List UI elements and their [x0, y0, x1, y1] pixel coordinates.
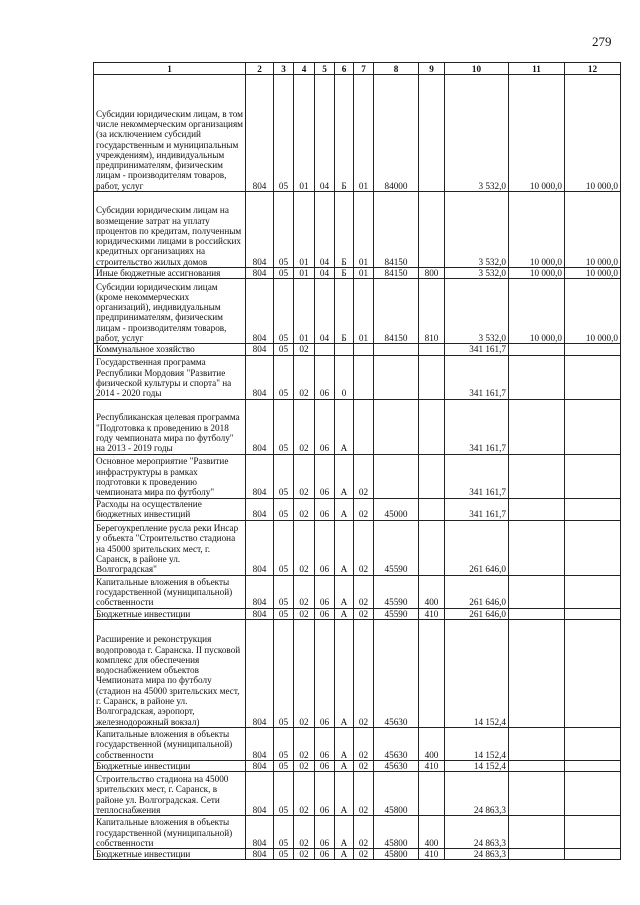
code-direction: 45590: [374, 608, 419, 619]
code-section: 05: [274, 849, 294, 860]
code-subprogram: [335, 344, 354, 355]
amount-2016: 10 000,0: [565, 192, 621, 268]
code-measure: 02: [354, 619, 374, 727]
code-program: 06: [315, 608, 335, 619]
code-subsection: 01: [294, 268, 315, 279]
code-measure: 01: [354, 192, 374, 268]
code-subsection: 02: [294, 849, 315, 860]
code-measure: 02: [354, 608, 374, 619]
code-section: 05: [274, 619, 294, 727]
code-expense-type: 800: [419, 268, 445, 279]
code-direction: 45800: [374, 816, 419, 849]
code-program: 06: [315, 399, 335, 454]
code-measure: 01: [354, 75, 374, 192]
amount-2015: [509, 619, 565, 727]
code-expense-type: [419, 399, 445, 454]
code-direction: 84150: [374, 192, 419, 268]
row-name: Субсидии юридическим лицам, в том числе некоммерческим организациям (за исключением субсидий государственным и муниципальным учреждениям), индивидуальным предпринимателям, физическим лицам - производителям товаров, работ, услуг: [94, 75, 246, 192]
code-measure: 02: [354, 727, 374, 760]
table-row: [94, 498, 621, 520]
amount-2014: 341 161,7: [445, 498, 509, 520]
code-subsection: 01: [294, 279, 315, 344]
amount-2015: [509, 498, 565, 520]
amount-2015: [509, 608, 565, 619]
code-direction: 45630: [374, 619, 419, 727]
code-program: 06: [315, 520, 335, 575]
table-body: [94, 75, 621, 860]
amount-2014: 341 161,7: [445, 454, 509, 498]
code-subsection: 02: [294, 772, 315, 816]
amount-2014: 261 646,0: [445, 520, 509, 575]
code-measure: 02: [354, 575, 374, 608]
code-measure: 02: [354, 520, 374, 575]
amount-2014: 3 532,0: [445, 192, 509, 268]
table-row: [94, 268, 621, 279]
code-ministry: 804: [246, 344, 274, 355]
code-program: 06: [315, 498, 335, 520]
code-program: 06: [315, 772, 335, 816]
col-header: 12: [565, 63, 621, 75]
code-expense-type: [419, 75, 445, 192]
code-ministry: 804: [246, 849, 274, 860]
code-program: [315, 344, 335, 355]
amount-2014: 341 161,7: [445, 344, 509, 355]
code-program: 06: [315, 760, 335, 771]
code-measure: 02: [354, 760, 374, 771]
code-measure: 02: [354, 849, 374, 860]
code-subprogram: А: [335, 520, 354, 575]
amount-2016: [565, 399, 621, 454]
code-expense-type: 400: [419, 727, 445, 760]
code-measure: 01: [354, 279, 374, 344]
code-subsection: 02: [294, 454, 315, 498]
amount-2014: 24 863,3: [445, 816, 509, 849]
amount-2016: [565, 344, 621, 355]
code-ministry: 804: [246, 520, 274, 575]
amount-2016: 10 000,0: [565, 279, 621, 344]
table-row: [94, 355, 621, 399]
amount-2016: [565, 498, 621, 520]
code-measure: 02: [354, 454, 374, 498]
col-header: 6: [335, 63, 354, 75]
amount-2015: [509, 816, 565, 849]
code-subprogram: Б: [335, 279, 354, 344]
col-header: 8: [374, 63, 419, 75]
row-name: Бюджетные инвестиции: [94, 760, 246, 771]
amount-2014: 3 532,0: [445, 75, 509, 192]
table-row: [94, 760, 621, 771]
code-section: 05: [274, 498, 294, 520]
col-header: 4: [294, 63, 315, 75]
amount-2015: [509, 772, 565, 816]
row-name: Субсидии юридическим лицам на возмещение затрат на уплату процентов по кредитам, полученным юридическими лицами в российских кредитных организациях на строительство жилых домов: [94, 192, 246, 268]
code-direction: 84000: [374, 75, 419, 192]
table-row: [94, 399, 621, 454]
col-header: 1: [94, 63, 246, 75]
header-row: [94, 63, 621, 75]
code-subsection: 02: [294, 399, 315, 454]
code-direction: 84150: [374, 268, 419, 279]
amount-2015: [509, 355, 565, 399]
code-direction: [374, 399, 419, 454]
code-subsection: 02: [294, 760, 315, 771]
amount-2015: 10 000,0: [509, 75, 565, 192]
code-subprogram: А: [335, 727, 354, 760]
code-measure: 01: [354, 268, 374, 279]
table-row: [94, 608, 621, 619]
code-section: 05: [274, 268, 294, 279]
code-expense-type: 410: [419, 849, 445, 860]
code-measure: 02: [354, 816, 374, 849]
code-direction: [374, 344, 419, 355]
row-name: Капитальные вложения в объекты государственной (муниципальной) собственности: [94, 575, 246, 608]
code-program: 06: [315, 816, 335, 849]
code-expense-type: [419, 520, 445, 575]
code-program: 06: [315, 454, 335, 498]
col-header: 7: [354, 63, 374, 75]
code-subsection: 02: [294, 498, 315, 520]
code-subprogram: А: [335, 454, 354, 498]
row-name: Расширение и реконструкция водопровода г. Саранска. II пусковой комплекс для обеспечения водоснабжением объектов Чемпионата мира по футболу (стадион на 45000 зрительских мест, г. Саранск, в районе ул. Волгоградская, аэропорт, железнодорожный вокзал): [94, 619, 246, 727]
code-program: 06: [315, 575, 335, 608]
code-section: 05: [274, 760, 294, 771]
code-subprogram: Б: [335, 268, 354, 279]
amount-2014: 3 532,0: [445, 268, 509, 279]
amount-2016: [565, 772, 621, 816]
amount-2014: 24 863,3: [445, 772, 509, 816]
code-subprogram: А: [335, 849, 354, 860]
code-section: 05: [274, 575, 294, 608]
code-direction: 45800: [374, 772, 419, 816]
code-subsection: 02: [294, 520, 315, 575]
row-name: Капитальные вложения в объекты государственной (муниципальной) собственности: [94, 816, 246, 849]
code-direction: 45590: [374, 520, 419, 575]
amount-2015: [509, 575, 565, 608]
page-number: 279: [592, 34, 612, 49]
code-expense-type: [419, 498, 445, 520]
code-expense-type: [419, 454, 445, 498]
code-subsection: 02: [294, 816, 315, 849]
code-expense-type: 410: [419, 760, 445, 771]
code-ministry: 804: [246, 268, 274, 279]
row-name: Субсидии юридическим лицам (кроме некоммерческих организаций), индивидуальным предпринимателям, физическим лицам - производителям товаров, работ, услуг: [94, 279, 246, 344]
code-measure: 02: [354, 772, 374, 816]
code-section: 05: [274, 608, 294, 619]
code-ministry: 804: [246, 760, 274, 771]
code-subsection: 02: [294, 727, 315, 760]
amount-2014: 341 161,7: [445, 399, 509, 454]
table-row: [94, 772, 621, 816]
code-program: 04: [315, 192, 335, 268]
code-program: 06: [315, 849, 335, 860]
code-subsection: 02: [294, 355, 315, 399]
amount-2014: 14 152,4: [445, 760, 509, 771]
table-row: [94, 192, 621, 268]
amount-2014: 14 152,4: [445, 727, 509, 760]
amount-2016: [565, 849, 621, 860]
code-ministry: 804: [246, 816, 274, 849]
code-subprogram: 0: [335, 355, 354, 399]
amount-2015: [509, 344, 565, 355]
amount-2016: [565, 355, 621, 399]
code-section: 05: [274, 520, 294, 575]
code-program: 06: [315, 619, 335, 727]
amount-2014: 24 863,3: [445, 849, 509, 860]
code-program: 06: [315, 727, 335, 760]
code-program: 04: [315, 75, 335, 192]
code-subprogram: Б: [335, 75, 354, 192]
code-direction: [374, 355, 419, 399]
amount-2016: [565, 816, 621, 849]
row-name: Бюджетные инвестиции: [94, 849, 246, 860]
code-subprogram: А: [335, 575, 354, 608]
code-section: 05: [274, 192, 294, 268]
code-subprogram: А: [335, 498, 354, 520]
amount-2015: 10 000,0: [509, 192, 565, 268]
code-subsection: 02: [294, 608, 315, 619]
budget-table: [93, 62, 621, 860]
code-section: 05: [274, 75, 294, 192]
amount-2016: 10 000,0: [565, 75, 621, 192]
row-name: Бюджетные инвестиции: [94, 608, 246, 619]
table-row: [94, 75, 621, 192]
row-name: Республиканская целевая программа "Подготовка к проведению в 2018 году чемпионата мира по футболу" на 2013 - 2019 годы: [94, 399, 246, 454]
code-subprogram: А: [335, 760, 354, 771]
code-section: 05: [274, 399, 294, 454]
code-subprogram: А: [335, 816, 354, 849]
code-expense-type: [419, 619, 445, 727]
amount-2016: [565, 520, 621, 575]
code-subsection: 01: [294, 192, 315, 268]
code-program: 06: [315, 355, 335, 399]
code-expense-type: [419, 344, 445, 355]
col-header: 3: [274, 63, 294, 75]
col-header: 11: [509, 63, 565, 75]
amount-2015: 10 000,0: [509, 268, 565, 279]
row-name: Расходы на осуществление бюджетных инвестиций: [94, 498, 246, 520]
amount-2016: [565, 760, 621, 771]
amount-2016: 10 000,0: [565, 268, 621, 279]
code-ministry: 804: [246, 355, 274, 399]
amount-2016: [565, 575, 621, 608]
code-measure: [354, 344, 374, 355]
amount-2014: 341 161,7: [445, 355, 509, 399]
table-row: [94, 344, 621, 355]
amount-2015: [509, 399, 565, 454]
code-measure: 02: [354, 498, 374, 520]
amount-2015: [509, 849, 565, 860]
code-direction: 45800: [374, 849, 419, 860]
code-expense-type: [419, 192, 445, 268]
table-row: [94, 619, 621, 727]
code-expense-type: 400: [419, 575, 445, 608]
code-expense-type: 400: [419, 816, 445, 849]
code-expense-type: [419, 355, 445, 399]
code-subprogram: Б: [335, 192, 354, 268]
amount-2015: [509, 454, 565, 498]
table-row: [94, 727, 621, 760]
code-direction: 45630: [374, 760, 419, 771]
code-subprogram: А: [335, 772, 354, 816]
code-subprogram: А: [335, 399, 354, 454]
code-direction: 84150: [374, 279, 419, 344]
code-direction: 45630: [374, 727, 419, 760]
code-expense-type: 810: [419, 279, 445, 344]
code-ministry: 804: [246, 498, 274, 520]
amount-2014: 14 152,4: [445, 619, 509, 727]
amount-2015: [509, 727, 565, 760]
code-ministry: 804: [246, 608, 274, 619]
table-row: [94, 575, 621, 608]
amount-2014: 261 646,0: [445, 575, 509, 608]
table-row: [94, 849, 621, 860]
code-subprogram: А: [335, 608, 354, 619]
row-name: Берегоукрепление русла реки Инсар у объекта "Строительство стадиона на 45000 зрительских мест, г. Саранск, в районе ул. Волгоградская": [94, 520, 246, 575]
code-direction: 45000: [374, 498, 419, 520]
code-section: 05: [274, 727, 294, 760]
row-name: Строительство стадиона на 45000 зрительских мест, г. Саранск, в районе ул. Волгоградская. Сети теплоснабжения: [94, 772, 246, 816]
code-program: 04: [315, 268, 335, 279]
code-section: 05: [274, 772, 294, 816]
code-section: 05: [274, 816, 294, 849]
amount-2015: [509, 520, 565, 575]
table-row: [94, 454, 621, 498]
code-section: 05: [274, 279, 294, 344]
code-ministry: 804: [246, 454, 274, 498]
code-direction: 45590: [374, 575, 419, 608]
amount-2016: [565, 454, 621, 498]
code-ministry: 804: [246, 399, 274, 454]
amount-2015: [509, 760, 565, 771]
amount-2016: [565, 727, 621, 760]
code-measure: [354, 355, 374, 399]
code-section: 05: [274, 355, 294, 399]
row-name: Коммунальное хозяйство: [94, 344, 246, 355]
code-ministry: 804: [246, 279, 274, 344]
code-program: 04: [315, 279, 335, 344]
col-header: 10: [445, 63, 509, 75]
code-subsection: 02: [294, 344, 315, 355]
col-header: 2: [246, 63, 274, 75]
col-header: 9: [419, 63, 445, 75]
amount-2014: 261 646,0: [445, 608, 509, 619]
code-subsection: 02: [294, 619, 315, 727]
code-measure: [354, 399, 374, 454]
table-row: [94, 520, 621, 575]
table-row: [94, 279, 621, 344]
row-name: Капитальные вложения в объекты государственной (муниципальной) собственности: [94, 727, 246, 760]
code-section: 05: [274, 344, 294, 355]
row-name: Иные бюджетные ассигнования: [94, 268, 246, 279]
code-ministry: 804: [246, 772, 274, 816]
code-direction: [374, 454, 419, 498]
code-ministry: 804: [246, 727, 274, 760]
col-header: 5: [315, 63, 335, 75]
code-expense-type: [419, 772, 445, 816]
code-ministry: 804: [246, 575, 274, 608]
amount-2016: [565, 619, 621, 727]
amount-2015: 10 000,0: [509, 279, 565, 344]
code-subsection: 02: [294, 575, 315, 608]
row-name: Основное мероприятие "Развитие инфраструктуры в рамках подготовки к проведению чемпионата мира по футболу": [94, 454, 246, 498]
code-expense-type: 410: [419, 608, 445, 619]
code-section: 05: [274, 454, 294, 498]
code-subprogram: А: [335, 619, 354, 727]
code-ministry: 804: [246, 619, 274, 727]
row-name: Государственная программа Республики Мордовия "Развитие физической культуры и спорта" на 2014 - 2020 годы: [94, 355, 246, 399]
amount-2016: [565, 608, 621, 619]
code-subsection: 01: [294, 75, 315, 192]
amount-2014: 3 532,0: [445, 279, 509, 344]
code-ministry: 804: [246, 75, 274, 192]
table-row: [94, 816, 621, 849]
code-ministry: 804: [246, 192, 274, 268]
